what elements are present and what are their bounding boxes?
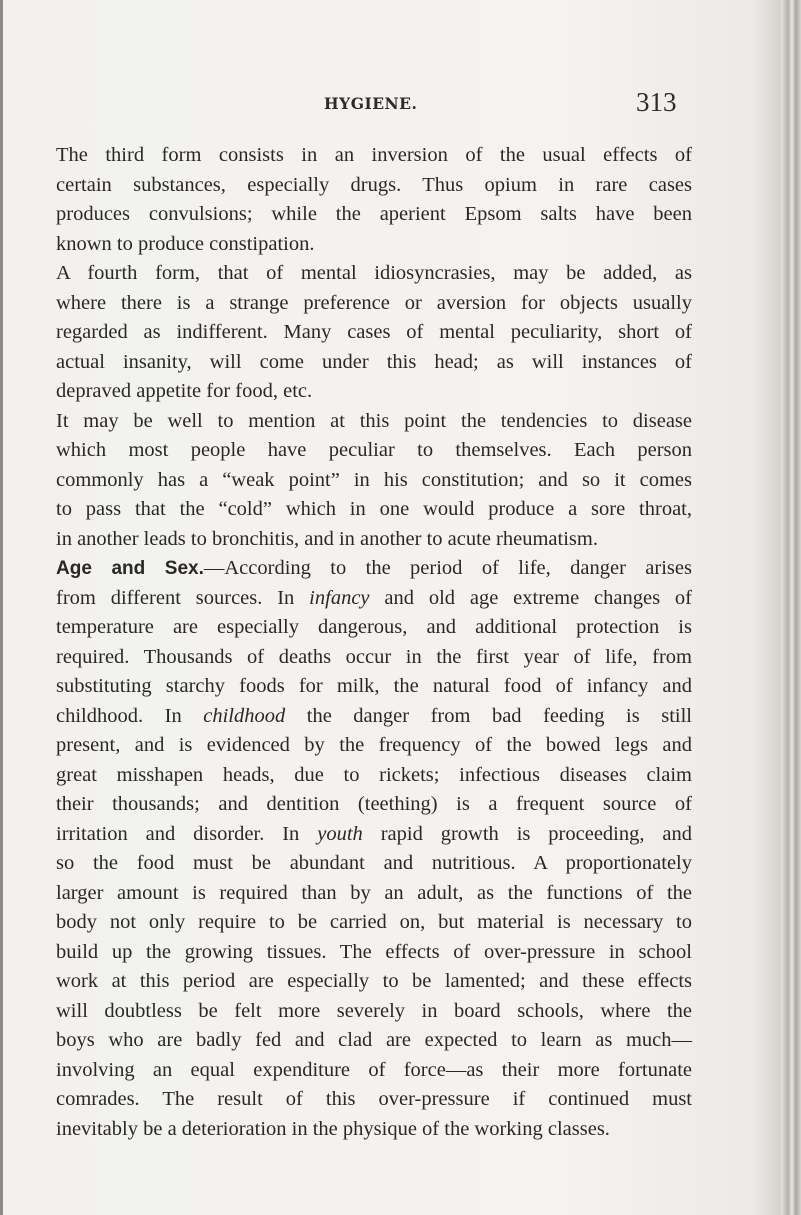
text-line: great misshapen heads, due to rickets; infectious diseases claim <box>56 763 692 786</box>
running-head: HYGIENE. <box>324 94 418 113</box>
text-line: known to produce constipation. <box>56 232 315 255</box>
sidehead-age-and-sex: Age and Sex. <box>56 558 204 579</box>
text-run: from different sources. In <box>56 586 295 609</box>
text-line: comrades. The result of this over-pressure if continued must <box>56 1088 692 1110</box>
text-line: present, and is evidenced by the frequency of the bowed legs and <box>56 734 692 756</box>
page-right-edge <box>781 0 801 1215</box>
text-line: produces convulsions; while the aperient Epsom salts have been <box>56 203 692 225</box>
text-line: to pass that the “cold” which in one would produce a sore throat, <box>56 498 692 520</box>
text-line: in another leads to bronchitis, and in another to acute rheumatism. <box>56 527 598 550</box>
text-line <box>56 702 692 732</box>
text-line: boys who are badly fed and clad are expected to learn as much— <box>56 1029 692 1051</box>
text-line <box>56 554 692 584</box>
text-line: actual insanity, will come under this head; as will instances of <box>56 350 692 373</box>
text-line: regarded as indifferent. Many cases of mental peculiarity, short of <box>56 321 692 343</box>
text-run: the danger from bad feeding is still <box>285 704 693 727</box>
text-line: A fourth form, that of mental idiosyncrasies, may be added, as <box>56 262 692 284</box>
text-line: substituting starchy foods for milk, the natural food of infancy and <box>56 675 692 697</box>
text-line: so the food must be abundant and nutritious. A proportionately <box>56 852 692 874</box>
text-line: required. Thousands of deaths occur in the first year of life, from <box>56 645 692 668</box>
emphasis-infancy: infancy <box>309 586 370 609</box>
text-run: and old age extreme changes of <box>369 586 693 609</box>
text-line: depraved appetite for food, etc. <box>56 380 313 402</box>
text-line: which most people have peculiar to themselves. Each person <box>56 439 692 461</box>
text-line <box>56 820 692 850</box>
text-line: temperature are especially dangerous, and additional protection is <box>56 616 692 638</box>
text-line: certain substances, especially drugs. Thus opium in rare cases <box>56 173 692 196</box>
text-line: where there is a strange preference or aversion for objects usually <box>56 291 692 314</box>
page-number: 313 <box>636 87 677 117</box>
text-line: It may be well to mention at this point the tendencies to disease <box>56 409 692 432</box>
text-line: involving an equal expenditure of force—as their more fortunate <box>56 1058 692 1081</box>
body-text <box>56 141 692 1144</box>
text-line: commonly has a “weak point” in his constitution; and so it comes <box>56 468 692 491</box>
text-run: —According to the period of life, danger arises <box>203 557 692 579</box>
page-header <box>0 87 801 127</box>
page-left-edge <box>0 0 3 1215</box>
text-line: The third form consists in an inversion of the usual effects of <box>56 144 692 166</box>
text-line: work at this period are especially to be lamented; and these effects <box>56 970 692 992</box>
text-line <box>56 584 692 614</box>
text-line: will doubtless be felt more severely in board schools, where the <box>56 999 692 1022</box>
text-line: larger amount is required than by an adult, as the functions of the <box>56 881 692 904</box>
emphasis-youth: youth <box>317 822 363 845</box>
text-line: inevitably be a deterioration in the physique of the working classes. <box>56 1117 610 1140</box>
text-line: their thousands; and dentition (teething) is a frequent source of <box>56 793 692 815</box>
text-line: body not only require to be carried on, but material is necessary to <box>56 911 692 933</box>
emphasis-childhood: childhood <box>203 704 286 727</box>
text-run: rapid growth is proceeding, and <box>362 822 693 845</box>
text-run: irritation and disorder. In <box>56 822 300 845</box>
text-run: childhood. In <box>56 704 182 727</box>
text-line: build up the growing tissues. The effects of over-pressure in school <box>56 940 692 963</box>
